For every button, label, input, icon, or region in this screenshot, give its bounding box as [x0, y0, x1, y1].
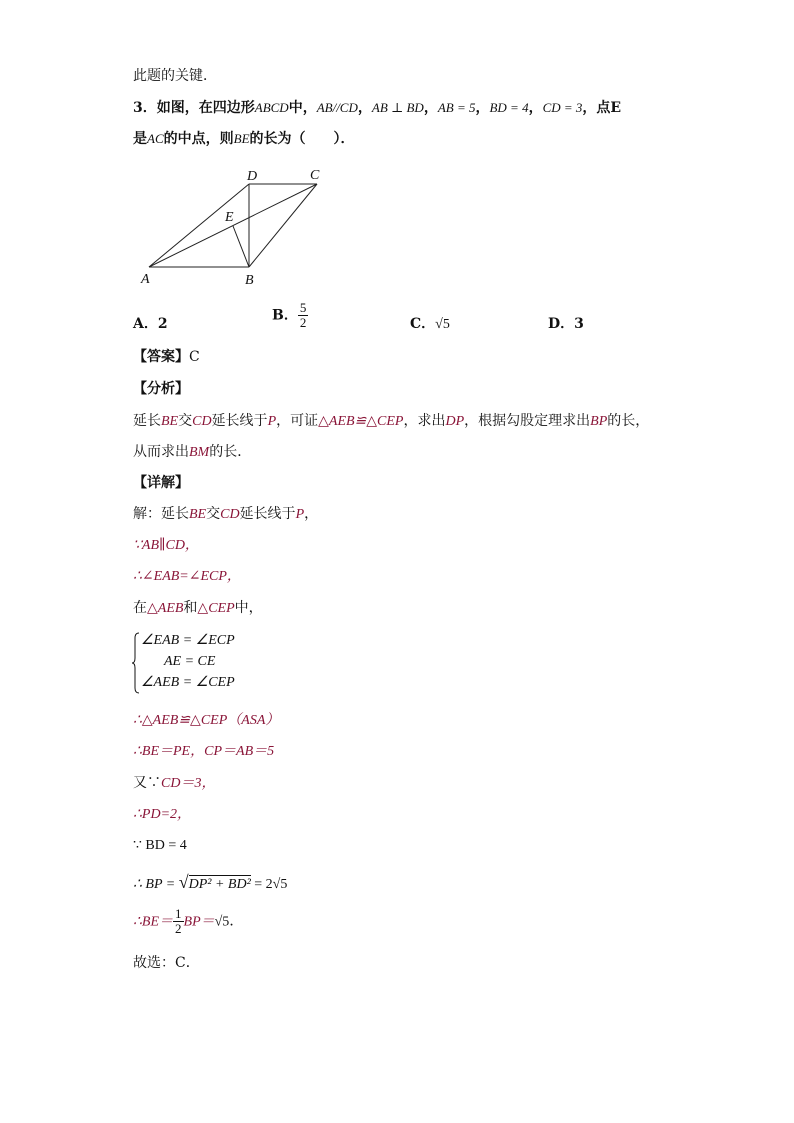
problem-line2-b: 的中点，则 — [163, 131, 234, 147]
detail-text: 中， — [234, 600, 263, 616]
detail-asa: ASA — [241, 713, 266, 728]
analysis-text: 从而求出 — [133, 444, 189, 460]
label-d: D — [247, 169, 258, 184]
detail-step-7 — [133, 774, 215, 793]
half-fraction — [173, 907, 184, 936]
sep-1: ， — [357, 100, 372, 116]
label-e: E — [225, 210, 234, 225]
answer-tag: 【答案】 — [133, 349, 189, 365]
detail-cd: CD — [220, 507, 240, 522]
analysis-p: P — [267, 414, 277, 429]
prev-solution-tail: 此题的关键． — [133, 68, 217, 84]
analysis-congruence: △AEB≌△CEP — [318, 414, 404, 429]
analysis-line2 — [133, 443, 251, 462]
detail-step-12: 故选：C． — [133, 955, 200, 971]
segment-be-line — [233, 226, 249, 267]
detail-tag: 【详解】 — [133, 475, 189, 491]
problem-intro: 如图，在四边形 — [156, 100, 255, 116]
detail-step-5 — [133, 711, 279, 730]
label-b: B — [245, 273, 254, 288]
analysis-cd: CD — [192, 414, 212, 429]
detail-step-8: ∴PD=2， — [133, 807, 192, 822]
detail-step-4 — [133, 599, 263, 618]
detail-congruence: ∴△AEB≌△CEP（ — [133, 713, 242, 728]
problem-number: 3． — [133, 100, 157, 116]
point-e-text: ，点E — [582, 100, 622, 116]
option-a: A．2 — [133, 316, 168, 332]
label-c: C — [310, 168, 320, 183]
detail-bp-result: = 2√5 — [250, 877, 288, 892]
detail-be-equals: ∴BE＝ — [133, 914, 174, 930]
detail-step-11 — [133, 907, 243, 936]
analysis-text: 的长， — [607, 413, 650, 429]
detail-cp-ab: CP＝AB＝5 — [204, 744, 275, 759]
radical-sign: √ — [178, 872, 189, 892]
detail-text: 延长线于 — [239, 506, 296, 522]
option-b-den: 2 — [299, 315, 307, 330]
problem-line2-a: 是 — [133, 131, 147, 147]
option-b-num: 5 — [299, 300, 307, 315]
system-row-2: AE = CE — [164, 654, 216, 669]
analysis-text: ，根据勾股定理求出 — [464, 413, 591, 429]
detail-step-3: ∴∠EAB=∠ECP， — [133, 569, 241, 584]
segment-ac: AC — [147, 131, 164, 146]
detail-sqrt5: √5 — [214, 914, 230, 930]
analysis-bm: BM — [189, 445, 210, 460]
answer-line — [133, 348, 200, 366]
detail-p: P — [295, 507, 305, 522]
analysis-be: BE — [161, 414, 179, 429]
detail-be-pe: ∴BE＝PE， — [133, 744, 205, 759]
detail-triangle-cep: △CEP — [197, 601, 235, 616]
quad-name: ABCD — [254, 100, 289, 115]
option-b-fraction — [298, 301, 309, 330]
analysis-text: 交 — [178, 413, 193, 429]
system-row-3: ∠AEB = ∠CEP — [141, 675, 235, 690]
detail-step-6 — [133, 743, 274, 761]
detail-bp-equals: BP＝ — [183, 914, 215, 930]
detail-text: ， — [304, 506, 319, 522]
detail-triangle-aeb: △AEB — [147, 601, 184, 616]
system-row-1: ∠EAB = ∠ECP — [141, 633, 235, 648]
segment-bc — [249, 184, 317, 267]
detail-cd-value: CD＝3， — [161, 776, 216, 791]
analysis-bp: BP — [590, 414, 608, 429]
segment-ac-line — [149, 184, 317, 267]
cond-cd: CD = 3 — [542, 100, 583, 115]
detail-step-10 — [133, 873, 287, 894]
sep-3: ， — [475, 100, 490, 116]
cond-ab: AB = 5 — [437, 100, 476, 115]
problem-statement-line1 — [133, 99, 621, 117]
analysis-dp: DP — [445, 414, 465, 429]
analysis-text: ，可证 — [276, 413, 319, 429]
option-b-label: B． — [272, 307, 298, 324]
sep-4: ， — [528, 100, 543, 116]
detail-text: 又∵ — [133, 775, 161, 791]
sep-2: ， — [423, 100, 438, 116]
detail-be: BE — [189, 507, 207, 522]
option-d: D．3 — [548, 316, 584, 332]
problem-line2-c: 的长为（ ）． — [249, 131, 355, 147]
analysis-text: 延长 — [133, 413, 161, 429]
option-b — [272, 301, 308, 330]
cond-parallel: AB//CD — [316, 100, 358, 115]
analysis-text: ，求出 — [403, 413, 446, 429]
half-num: 1 — [175, 906, 182, 921]
problem-statement-line2 — [133, 130, 355, 148]
option-c — [410, 313, 450, 333]
cond-bd: BD = 4 — [489, 100, 529, 115]
analysis-line1 — [133, 412, 649, 431]
radicand: DP² + BD² — [188, 877, 251, 892]
half-den: 2 — [175, 921, 182, 936]
detail-text: 在 — [133, 600, 147, 616]
detail-step-9: ∵ BD = 4 — [133, 838, 187, 853]
geometry-figure — [135, 160, 335, 295]
detail-text: ． — [229, 913, 244, 930]
detail-step-2: ∵AB∥CD， — [133, 538, 199, 553]
equation-system — [133, 630, 235, 693]
detail-text: ） — [265, 713, 280, 728]
analysis-text: 延长线于 — [211, 413, 268, 429]
option-c-value: √5 — [435, 317, 450, 332]
segment-be: BE — [233, 131, 250, 146]
problem-zhong: 中， — [288, 100, 317, 116]
analysis-tag: 【分析】 — [133, 381, 189, 397]
cond-perpendicular: AB ⊥ BD — [371, 100, 424, 115]
detail-bp-label: ∴ BP = — [133, 877, 179, 892]
analysis-text: 的长． — [209, 444, 252, 460]
detail-step-1 — [133, 505, 318, 524]
detail-text: 交 — [206, 506, 221, 522]
detail-text: 和 — [183, 600, 198, 616]
detail-text: 解：延长 — [133, 506, 189, 522]
option-c-label: C． — [410, 316, 436, 332]
answer-value: C — [189, 349, 200, 365]
label-a: A — [141, 272, 150, 287]
